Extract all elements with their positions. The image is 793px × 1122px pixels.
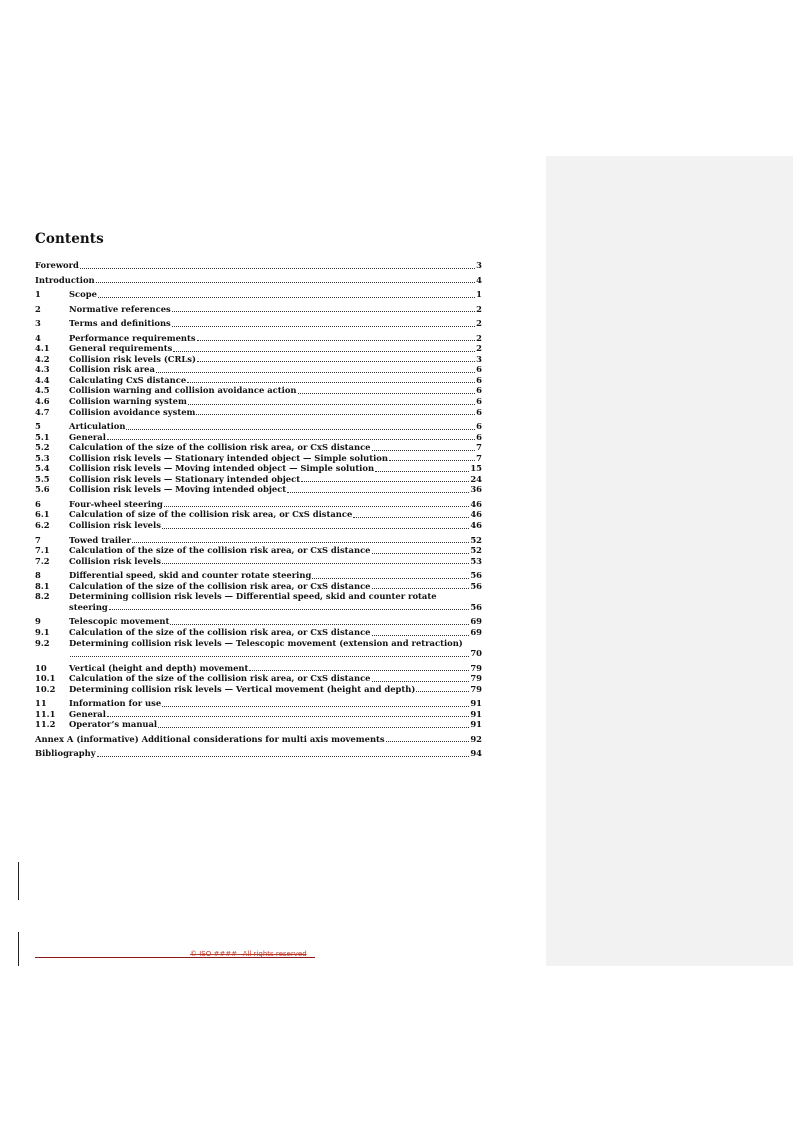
toc-entry[interactable] — [35, 442, 482, 453]
toc-entry[interactable] — [35, 570, 482, 581]
toc-entry-page: 6 — [476, 385, 482, 396]
toc-entry[interactable] — [35, 698, 482, 709]
toc-dot-leader — [162, 528, 469, 529]
toc-entry-title: Vertical (height and depth) movement — [69, 662, 249, 673]
toc-dot-leader — [386, 741, 470, 742]
toc-entry[interactable] — [35, 260, 482, 271]
toc-dot-leader — [70, 656, 469, 657]
toc-entry-number: 5.5 — [35, 473, 50, 484]
toc-entry[interactable] — [35, 407, 482, 418]
toc-entry-title: Calculation of the size of the collision risk area, or CxS distance — [69, 673, 371, 684]
toc-entry-number: 5.3 — [35, 452, 50, 463]
toc-group — [35, 333, 482, 417]
toc-dot-leader — [156, 372, 475, 373]
toc-entry-title: Determining collision risk levels — Differential speed, skid and counter rotate — [69, 591, 437, 602]
toc-entry[interactable] — [35, 333, 482, 344]
toc-entry[interactable] — [35, 463, 482, 474]
toc-dot-leader — [126, 429, 475, 430]
toc-dot-leader — [353, 517, 469, 518]
toc-entry-page: 56 — [470, 601, 482, 612]
toc-entry-title: Articulation — [69, 421, 126, 432]
toc-entry-title: Calculating CxS distance — [69, 374, 187, 385]
toc-dot-leader — [372, 588, 470, 589]
toc-group — [35, 499, 482, 531]
toc-dot-leader — [389, 460, 475, 461]
toc-entry[interactable] — [35, 354, 482, 365]
toc-entry-page: 69 — [470, 626, 482, 637]
toc-entry-title: Annex A (informative) Additional considerations for multi axis movements — [35, 733, 385, 744]
toc-entry[interactable] — [35, 673, 482, 684]
toc-entry[interactable] — [35, 627, 482, 638]
toc-entry[interactable] — [35, 453, 482, 464]
toc-entry[interactable] — [35, 638, 482, 649]
page-title: Contents — [35, 231, 104, 247]
table-of-contents — [35, 260, 482, 763]
toc-entry[interactable] — [35, 616, 482, 627]
toc-entry[interactable] — [35, 509, 482, 520]
toc-entry[interactable] — [35, 520, 482, 531]
toc-entry-title: Collision risk levels — Stationary intended object — [69, 473, 301, 484]
toc-entry-title: Operator’s manual — [69, 719, 158, 730]
toc-entry-number: 6.1 — [35, 509, 50, 520]
toc-entry[interactable] — [35, 709, 482, 720]
toc-entry[interactable] — [35, 545, 482, 556]
toc-entry-number: 8 — [35, 570, 41, 581]
toc-entry-page: 6 — [476, 406, 482, 417]
toc-entry-page: 3 — [476, 353, 482, 364]
toc-entry[interactable] — [35, 432, 482, 443]
toc-entry-number: 7.1 — [35, 545, 50, 556]
toc-group — [35, 616, 482, 658]
toc-entry-title: Information for use — [69, 698, 162, 709]
toc-entry-title: Calculation of the size of the collision risk area, or CxS distance — [69, 442, 371, 453]
toc-dot-leader — [172, 311, 475, 312]
toc-dot-leader — [96, 282, 476, 283]
toc-entry[interactable] — [35, 304, 482, 315]
toc-entry-number: 9.1 — [35, 626, 50, 637]
toc-entry-page: 46 — [470, 498, 482, 509]
toc-entry-page: 56 — [470, 580, 482, 591]
toc-entry-number: 10.1 — [35, 673, 56, 684]
toc-entry[interactable] — [35, 719, 482, 730]
toc-dot-leader — [162, 706, 469, 707]
toc-entry-page: 6 — [476, 396, 482, 407]
toc-entry-page: 92 — [470, 733, 482, 744]
toc-entry-page: 15 — [470, 463, 482, 474]
toc-dot-leader — [109, 609, 470, 610]
toc-entry-number: 5.1 — [35, 431, 50, 442]
toc-entry-page: 2 — [476, 332, 482, 343]
toc-entry-page: 3 — [476, 260, 482, 270]
toc-dot-leader — [162, 563, 469, 564]
toc-dot-leader — [187, 382, 475, 383]
toc-entry[interactable] — [35, 343, 482, 354]
toc-entry-number: 8.2 — [35, 591, 50, 602]
toc-entry-number: 11 — [35, 698, 47, 709]
toc-entry-title: Collision risk levels — Moving intended object — [69, 484, 287, 495]
toc-entry-number: 5.2 — [35, 442, 50, 453]
toc-entry-title: Collision risk levels — Stationary intended object — Simple solution — [69, 452, 388, 463]
toc-entry[interactable] — [35, 318, 482, 329]
toc-entry[interactable] — [35, 364, 482, 375]
toc-entry-title: Collision risk levels — Moving intended object — Simple solution — [69, 463, 375, 474]
toc-entry[interactable] — [35, 421, 482, 432]
toc-entry-number: 11.1 — [35, 708, 56, 719]
toc-entry-number: 9 — [35, 616, 41, 627]
toc-dot-leader — [173, 351, 475, 352]
toc-dot-leader — [301, 481, 469, 482]
toc-entry-title: Calculation of size of the collision risk area, or CxS distance — [69, 509, 353, 520]
toc-dot-leader — [249, 670, 469, 671]
toc-entry[interactable] — [35, 734, 482, 745]
toc-entry[interactable] — [35, 748, 482, 759]
toc-entry-page: 24 — [470, 473, 482, 484]
toc-entry-page: 79 — [470, 683, 482, 694]
toc-entry[interactable] — [35, 289, 482, 300]
toc-entry-page: 2 — [476, 318, 482, 329]
toc-entry-number: 1 — [35, 289, 41, 300]
toc-entry-page: 6 — [476, 431, 482, 442]
change-bar — [18, 932, 19, 966]
toc-entry-title: Determining collision risk levels — Telescopic movement (extension and retraction) — [69, 637, 463, 648]
toc-entry-page: 94 — [470, 748, 482, 759]
toc-entry-title: Calculation of the size of the collision risk area, or CxS distance — [69, 545, 371, 556]
toc-entry-page: 1 — [476, 289, 482, 300]
toc-group — [35, 421, 482, 495]
toc-entry-title: Performance requirements — [69, 332, 196, 343]
toc-dot-leader — [132, 542, 469, 543]
toc-entry-title: Towed trailer — [69, 534, 131, 545]
toc-entry-number: 4.3 — [35, 364, 50, 375]
toc-entry-title: Scope — [69, 289, 97, 300]
toc-entry-title: Foreword — [35, 260, 79, 270]
toc-entry[interactable] — [35, 499, 482, 510]
toc-entry-title: General — [69, 431, 106, 442]
toc-entry-title: Collision risk area — [69, 364, 155, 375]
toc-entry-page: 36 — [470, 484, 482, 495]
toc-entry-title: Bibliography — [35, 748, 96, 759]
toc-entry[interactable] — [35, 591, 482, 602]
toc-entry[interactable] — [35, 535, 482, 546]
toc-dot-leader — [197, 340, 476, 341]
toc-entry-title: Collision warning and collision avoidance action — [69, 385, 297, 396]
toc-entry-number: 4 — [35, 332, 41, 343]
toc-dot-leader — [372, 635, 470, 636]
toc-dot-leader — [107, 716, 469, 717]
toc-entry-page: 79 — [470, 662, 482, 673]
toc-entry[interactable] — [35, 375, 482, 386]
toc-dot-leader — [164, 506, 469, 507]
toc-entry-title: Telescopic movement — [69, 616, 170, 627]
toc-entry-page: 6 — [476, 374, 482, 385]
toc-entry-number: 9.2 — [35, 637, 50, 648]
toc-entry-number: 3 — [35, 318, 41, 329]
toc-dot-leader — [312, 578, 469, 579]
toc-group — [35, 535, 482, 567]
toc-entry-page: 91 — [470, 698, 482, 709]
toc-dot-leader — [196, 414, 475, 415]
toc-entry-title: General — [69, 708, 106, 719]
toc-group — [35, 275, 482, 286]
toc-group — [35, 260, 482, 271]
toc-dot-leader — [416, 691, 469, 692]
toc-entry-title: Collision risk levels — [69, 520, 161, 531]
toc-entry-title: Calculation of the size of the collision risk area, or CxS distance — [69, 626, 371, 637]
toc-entry-title: Collision warning system — [69, 396, 187, 407]
toc-entry-title: General requirements — [69, 343, 173, 354]
toc-entry-number: 4.2 — [35, 353, 50, 364]
toc-dot-leader — [372, 450, 476, 451]
toc-entry-title: Collision risk levels (CRLs) — [69, 353, 196, 364]
toc-entry-title: Collision avoidance system — [69, 406, 196, 417]
toc-entry[interactable] — [35, 684, 482, 695]
toc-entry-page: 91 — [470, 719, 482, 730]
toc-group — [35, 570, 482, 612]
toc-entry-title: Terms and definitions — [69, 318, 171, 329]
toc-entry-page: 7 — [476, 442, 482, 453]
toc-entry-number: 4.5 — [35, 385, 50, 396]
toc-entry-page: 70 — [470, 648, 482, 659]
toc-entry[interactable] — [35, 275, 482, 286]
toc-dot-leader — [107, 439, 475, 440]
toc-entry-number: 11.2 — [35, 719, 56, 730]
toc-entry-page: 6 — [476, 421, 482, 432]
toc-group — [35, 304, 482, 315]
toc-entry-page: 46 — [470, 509, 482, 520]
toc-entry-page: 91 — [470, 708, 482, 719]
copyright-footer: © ISO ####– All rights reserved — [190, 950, 307, 958]
toc-entry-page: 52 — [470, 545, 482, 556]
toc-entry-title: Differential speed, skid and counter rotate steering — [69, 570, 312, 581]
toc-dot-leader — [97, 756, 470, 757]
toc-entry-number: 5.4 — [35, 463, 50, 474]
toc-entry-number: 7.2 — [35, 555, 50, 566]
toc-dot-leader — [170, 624, 469, 625]
toc-entry-number: 10.2 — [35, 683, 56, 694]
toc-entry[interactable] — [35, 648, 482, 659]
toc-entry-page: 69 — [470, 616, 482, 627]
toc-entry[interactable] — [35, 663, 482, 674]
toc-entry-number: 6 — [35, 498, 41, 509]
toc-entry-page: 2 — [476, 303, 482, 314]
toc-entry-page: 56 — [470, 570, 482, 581]
toc-entry-number: 2 — [35, 303, 41, 314]
toc-group — [35, 748, 482, 759]
toc-dot-leader — [197, 361, 475, 362]
toc-entry-page: 79 — [470, 673, 482, 684]
toc-entry-title: Introduction — [35, 274, 95, 285]
toc-entry[interactable] — [35, 484, 482, 495]
toc-entry-title: Calculation of the size of the collision risk area, or CxS distance — [69, 580, 371, 591]
toc-dot-leader — [80, 268, 475, 269]
change-bar — [18, 862, 19, 900]
toc-entry-number: 4.1 — [35, 343, 50, 354]
toc-entry-title: Determining collision risk levels — Vertical movement (height and depth) — [69, 683, 416, 694]
toc-entry[interactable] — [35, 581, 482, 592]
toc-dot-leader — [372, 553, 470, 554]
toc-entry[interactable] — [35, 396, 482, 407]
comment-pane — [546, 156, 793, 966]
toc-entry-title: Collision risk levels — [69, 555, 161, 566]
toc-entry-number: 5.6 — [35, 484, 50, 495]
toc-dot-leader — [375, 471, 469, 472]
toc-entry-number: 6.2 — [35, 520, 50, 531]
toc-group — [35, 663, 482, 695]
toc-dot-leader — [158, 727, 469, 728]
toc-entry-title: steering — [69, 601, 108, 612]
toc-entry[interactable] — [35, 556, 482, 567]
toc-entry-page: 52 — [470, 534, 482, 545]
toc-entry-number: 10 — [35, 662, 47, 673]
toc-entry[interactable] — [35, 474, 482, 485]
toc-entry-number: 4.7 — [35, 406, 50, 417]
toc-entry-page: 6 — [476, 364, 482, 375]
toc-dot-leader — [287, 492, 469, 493]
toc-group — [35, 734, 482, 745]
toc-dot-leader — [372, 681, 470, 682]
toc-entry-page: 46 — [470, 520, 482, 531]
toc-entry-title: Normative references — [69, 303, 171, 314]
toc-dot-leader — [98, 297, 475, 298]
toc-entry-number: 4.4 — [35, 374, 50, 385]
toc-entry-number: 7 — [35, 534, 41, 545]
toc-entry-page: 53 — [470, 555, 482, 566]
toc-entry-title: Four-wheel steering — [69, 498, 163, 509]
toc-dot-leader — [298, 393, 476, 394]
toc-entry-number: 8.1 — [35, 580, 50, 591]
toc-entry[interactable] — [35, 385, 482, 396]
toc-group — [35, 318, 482, 329]
toc-entry-page: 7 — [476, 452, 482, 463]
toc-entry-number: 5 — [35, 421, 41, 432]
toc-dot-leader — [172, 326, 475, 327]
toc-group — [35, 698, 482, 730]
toc-entry[interactable] — [35, 602, 482, 613]
toc-group — [35, 289, 482, 300]
toc-dot-leader — [188, 404, 475, 405]
toc-entry-page: 4 — [476, 274, 482, 285]
toc-entry-page: 2 — [476, 343, 482, 354]
toc-entry-number: 4.6 — [35, 396, 50, 407]
